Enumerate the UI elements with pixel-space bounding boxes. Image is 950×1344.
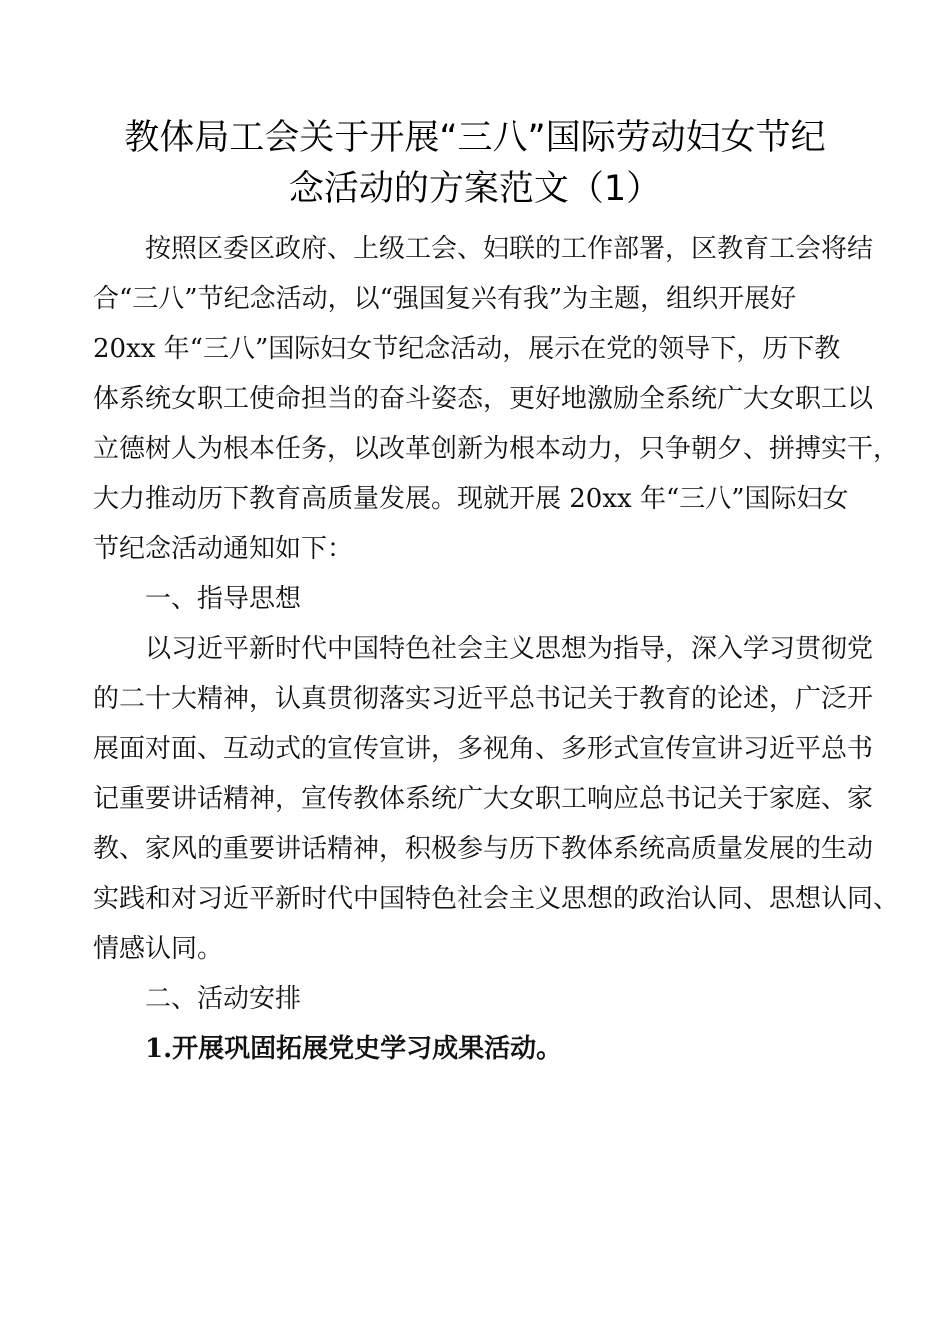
document-title-line-2: 念活动的方案范文（1）	[288, 169, 662, 209]
intro-line-7: 节纪念活动通知如下：	[93, 534, 354, 564]
intro-line-3: 20xx 年“三八”国际妇女节纪念活动，展示在党的领导下，历下教	[93, 334, 841, 364]
intro-line-5: 立德树人为根本任务，以改革创新为根本动力，只争朝夕、拼搏实干，	[93, 434, 900, 464]
section-1-line-6: 实践和对习近平新时代中国特色社会主义思想的政治认同、思想认同、	[93, 884, 900, 914]
section-1-line-4: 记重要讲话精神，宣传教体系统广大女职工响应总书记关于家庭、家	[93, 784, 874, 814]
intro-line-6: 大力推动历下教育高质量发展。现就开展 20xx 年“三八”国际妇女	[93, 484, 849, 514]
section-1-line-5: 教、家风的重要讲话精神，积极参与历下教体系统高质量发展的生动	[93, 834, 874, 864]
section-1-line-1: 以习近平新时代中国特色社会主义思想为指导，深入学习贯彻党	[145, 634, 874, 664]
subsection-1-heading: 1.开展巩固拓展党史学习成果活动。	[145, 1034, 563, 1064]
intro-line-2: 合“三八”节纪念活动，以“强国复兴有我”为主题，组织开展好	[93, 284, 797, 314]
document-title-line-1: 教体局工会关于开展“三八”国际劳动妇女节纪	[124, 118, 826, 158]
section-2-heading: 二、活动安排	[145, 984, 302, 1014]
intro-line-1: 按照区委区政府、上级工会、妇联的工作部署，区教育工会将结	[145, 234, 874, 264]
section-1-line-2: 的二十大精神，认真贯彻落实习近平总书记关于教育的论述，广泛开	[93, 684, 874, 714]
section-1-line-7: 情感认同。	[93, 934, 224, 964]
intro-line-4: 体系统女职工使命担当的奋斗姿态，更好地激励全系统广大女职工以	[93, 384, 874, 414]
section-1-line-3: 展面对面、互动式的宣传宣讲，多视角、多形式宣传宣讲习近平总书	[93, 734, 874, 764]
section-1-heading: 一、指导思想	[145, 584, 302, 614]
